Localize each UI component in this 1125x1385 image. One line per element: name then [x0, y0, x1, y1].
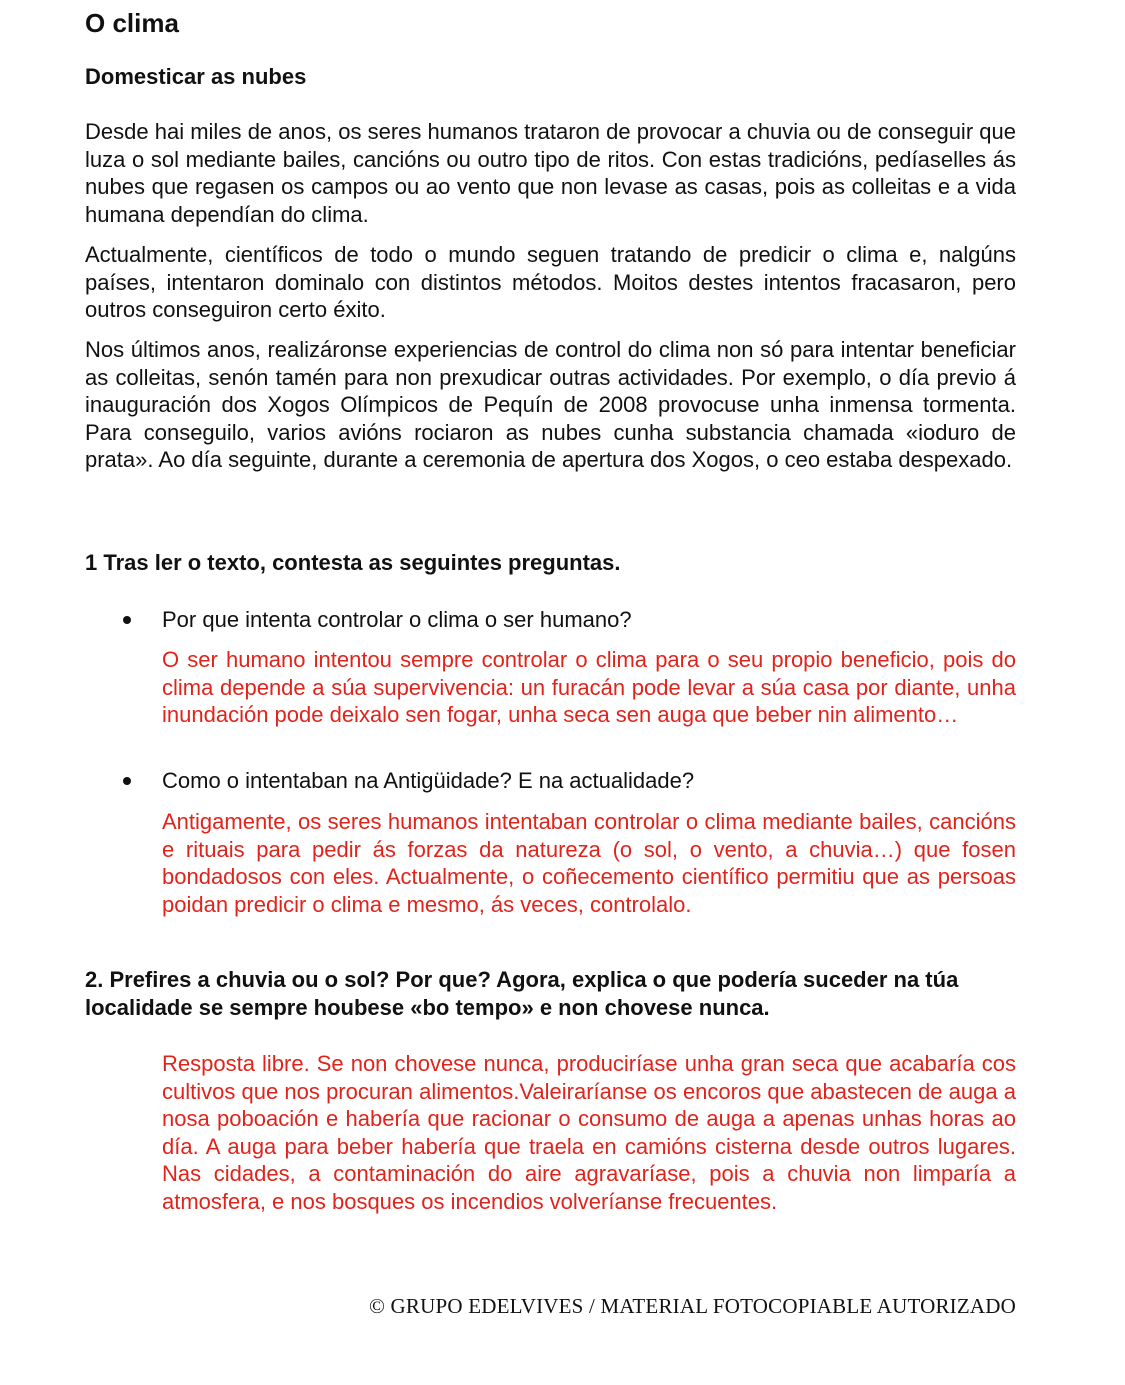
- copyright-footer: © GRUPO EDELVIVES / MATERIAL FOTOCOPIABLE AUTORIZADO: [368, 1294, 1016, 1318]
- paragraph-1: Desde hai miles de anos, os seres humanos trataron de provocar a chuvia ou de conseguir que luza o sol mediante bailes, cancións ou outro tipo de ritos. Con estas tradicións, pedíaselles ás nubes que regasen os campos ou ao vento que non levase as casas, pois as colleitas e a vida humana dependían do clima.: [85, 119, 1016, 227]
- section-subtitle: Domesticar as nubes: [85, 64, 307, 89]
- bullet-icon: [123, 616, 131, 624]
- question-1-item-1-question: Por que intenta controlar o clima o ser humano?: [162, 607, 632, 632]
- question-2-answer: Resposta libre. Se non chovese nunca, produciríase unha gran seca que acabaría cos cultivos que nos procuran alimentos.Valeiraríanse os encoros que abastecen de auga a nosa poboación e habería que racionar o consumo de auga a apenas unhas horas ao día. A auga para beber habería que traela en camións cisterna desde outros lugares. Nas cidades, a contaminación do aire agravaríase, pois a chuvia non limparía a atmosfera, e nos bosques os incendios volveríanse frecuentes.: [162, 1051, 1016, 1214]
- question-1-item-1-answer: O ser humano intentou sempre controlar o clima para o seu propio beneficio, pois do clima depende a súa supervivencia: un furacán pode levar a súa casa por diante, unha inundación pode deixalo sen fogar, unha seca sen auga que beber nin alimento…: [162, 647, 1016, 727]
- page-title: O clima: [85, 8, 179, 38]
- bullet-icon: [123, 777, 131, 785]
- paragraph-2: Actualmente, científicos de todo o mundo seguen tratando de predicir o clima e, nalgúns países, intentaron dominalo con distintos métodos. Moitos destes intentos fracasaron, pero outros conseguiron certo éxito.: [85, 242, 1016, 322]
- question-1-item-2-question: Como o intentaban na Antigüidade? E na actualidade?: [162, 768, 695, 793]
- paragraph-3: Nos últimos anos, realizáronse experiencias de control do clima non só para intentar beneficiar as colleitas, senón tamén para non prexudicar outras actividades. Por exemplo, o día previo á inauguración dos Xogos Olímpicos de Pequín de 2008 provocuse unha inmensa tormenta. Para conseguilo, varios avións rociaron as nubes cunha substancia chamada «ioduro de prata». Ao día seguinte, durante a ceremonia de apertura dos Xogos, o ceo estaba despexado.: [85, 337, 1016, 472]
- question-1-heading: 1 Tras ler o texto, contesta as seguintes preguntas.: [85, 550, 621, 575]
- question-2-heading: 2. Prefires a chuvia ou o sol? Por que? Agora, explica o que podería suceder na túa localidade se sempre houbese «bo tempo» e non chovese nunca.: [85, 967, 959, 1020]
- question-1-item-2-answer: Antigamente, os seres humanos intentaban controlar o clima mediante bailes, cancións e rituais para pedir ás forzas da natureza (o sol, o vento, a chuvia…) que fosen bondadosos con eles. Actualmente, o coñecemento científico permitiu que as persoas poidan predicir o clima e mesmo, ás veces, controlalo.: [162, 809, 1016, 917]
